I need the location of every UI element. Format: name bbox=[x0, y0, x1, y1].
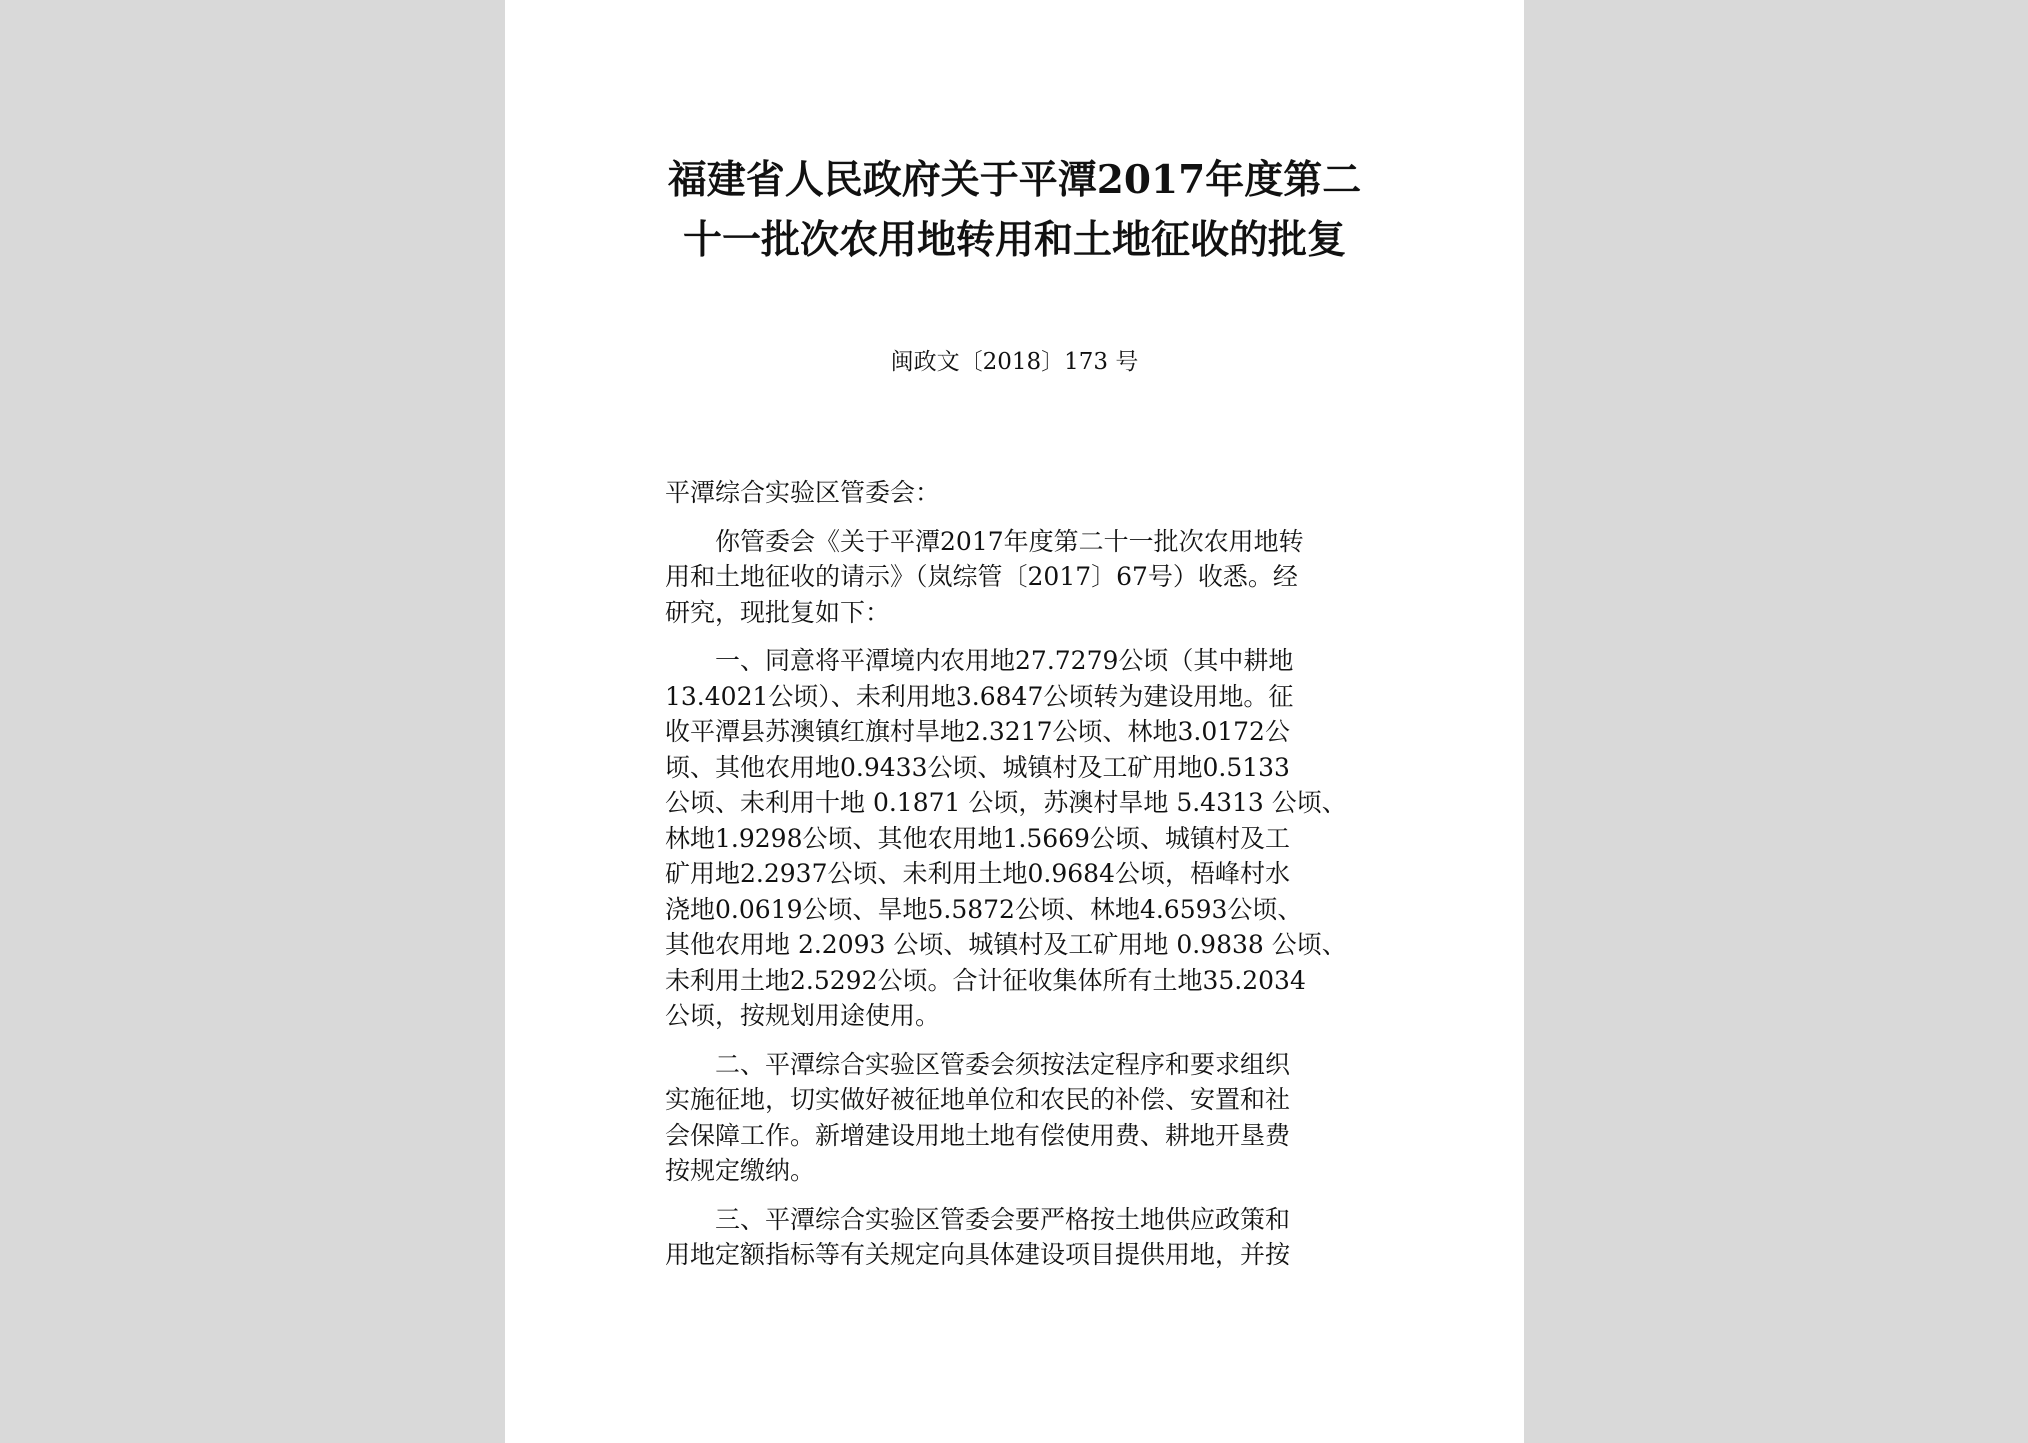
text-line: 公顷，按规划用途使用。 bbox=[665, 1001, 941, 1030]
text-line: 13.4021公顷）、未利用地3.6847公顷转为建设用地。征 bbox=[665, 681, 1294, 711]
text-line: 顷、其他农用地0.9433公顷、城镇村及工矿用地0.5133 bbox=[665, 752, 1290, 782]
document-page bbox=[505, 0, 1524, 1443]
text-line: 一、同意将平潭境内农用地27.7279公顷（其中耕地 bbox=[665, 646, 1294, 675]
text-line: 其他农用地 2.2093 公顷、城镇村及工矿用地 0.9838 公顷、 bbox=[665, 930, 1347, 959]
text-line: 未利用土地2.5292公顷。合计征收集体所有土地35.2034 bbox=[665, 965, 1306, 995]
text-line: 矿用地2.2937公顷、未利用土地0.9684公顷，梧峰村水 bbox=[665, 859, 1290, 888]
text-line: 实施征地，切实做好被征地单位和农民的补偿、安置和社 bbox=[665, 1085, 1291, 1114]
text-line: 研究，现批复如下： bbox=[665, 597, 891, 627]
text-line: 用地定额指标等有关规定向具体建设项目提供用地，并按 bbox=[665, 1240, 1291, 1269]
document-title bbox=[505, 150, 1524, 270]
document-number: 闽政文〔2018〕173 号 bbox=[890, 349, 1139, 375]
text-line: 林地1.9298公顷、其他农用地1.5669公顷、城镇村及工 bbox=[665, 823, 1290, 853]
document-body bbox=[665, 475, 1365, 1286]
salutation: 平潭综合实验区管委会： bbox=[665, 478, 941, 507]
paragraph-item-1 bbox=[665, 643, 1365, 1034]
text-line: 三、平潭综合实验区管委会要严格按土地供应政策和 bbox=[665, 1204, 1291, 1234]
text-line: 公顷、未利用十地 0.1871 公顷，苏澳村旱地 5.4313 公顷、 bbox=[665, 788, 1347, 817]
text-line: 你管委会《关于平潭2017年度第二十一批次农用地转 bbox=[665, 526, 1304, 556]
text-line: 按规定缴纳。 bbox=[665, 1156, 816, 1185]
text-line: 收平潭县苏澳镇红旗村旱地2.3217公顷、林地3.0172公 bbox=[665, 717, 1290, 746]
paragraph-item-3 bbox=[665, 1202, 1365, 1273]
text-line: 用和土地征收的请示》（岚综管〔2017〕67号）收悉。经 bbox=[665, 562, 1298, 591]
title-line: 福建省人民政府关于平潭2017年度第二 bbox=[667, 157, 1362, 203]
text-line: 二、平潭综合实验区管委会须按法定程序和要求组织 bbox=[665, 1049, 1291, 1079]
text-line: 浇地0.0619公顷、旱地5.5872公顷、林地4.6593公顷、 bbox=[665, 894, 1303, 924]
text-line: 会保障工作。新增建设用地土地有偿使用费、耕地开垦费 bbox=[665, 1120, 1291, 1150]
paragraph-intro bbox=[665, 524, 1365, 631]
paragraph-item-2 bbox=[665, 1047, 1365, 1189]
title-line: 十一批次农用地转用和土地征收的批复 bbox=[682, 217, 1346, 263]
